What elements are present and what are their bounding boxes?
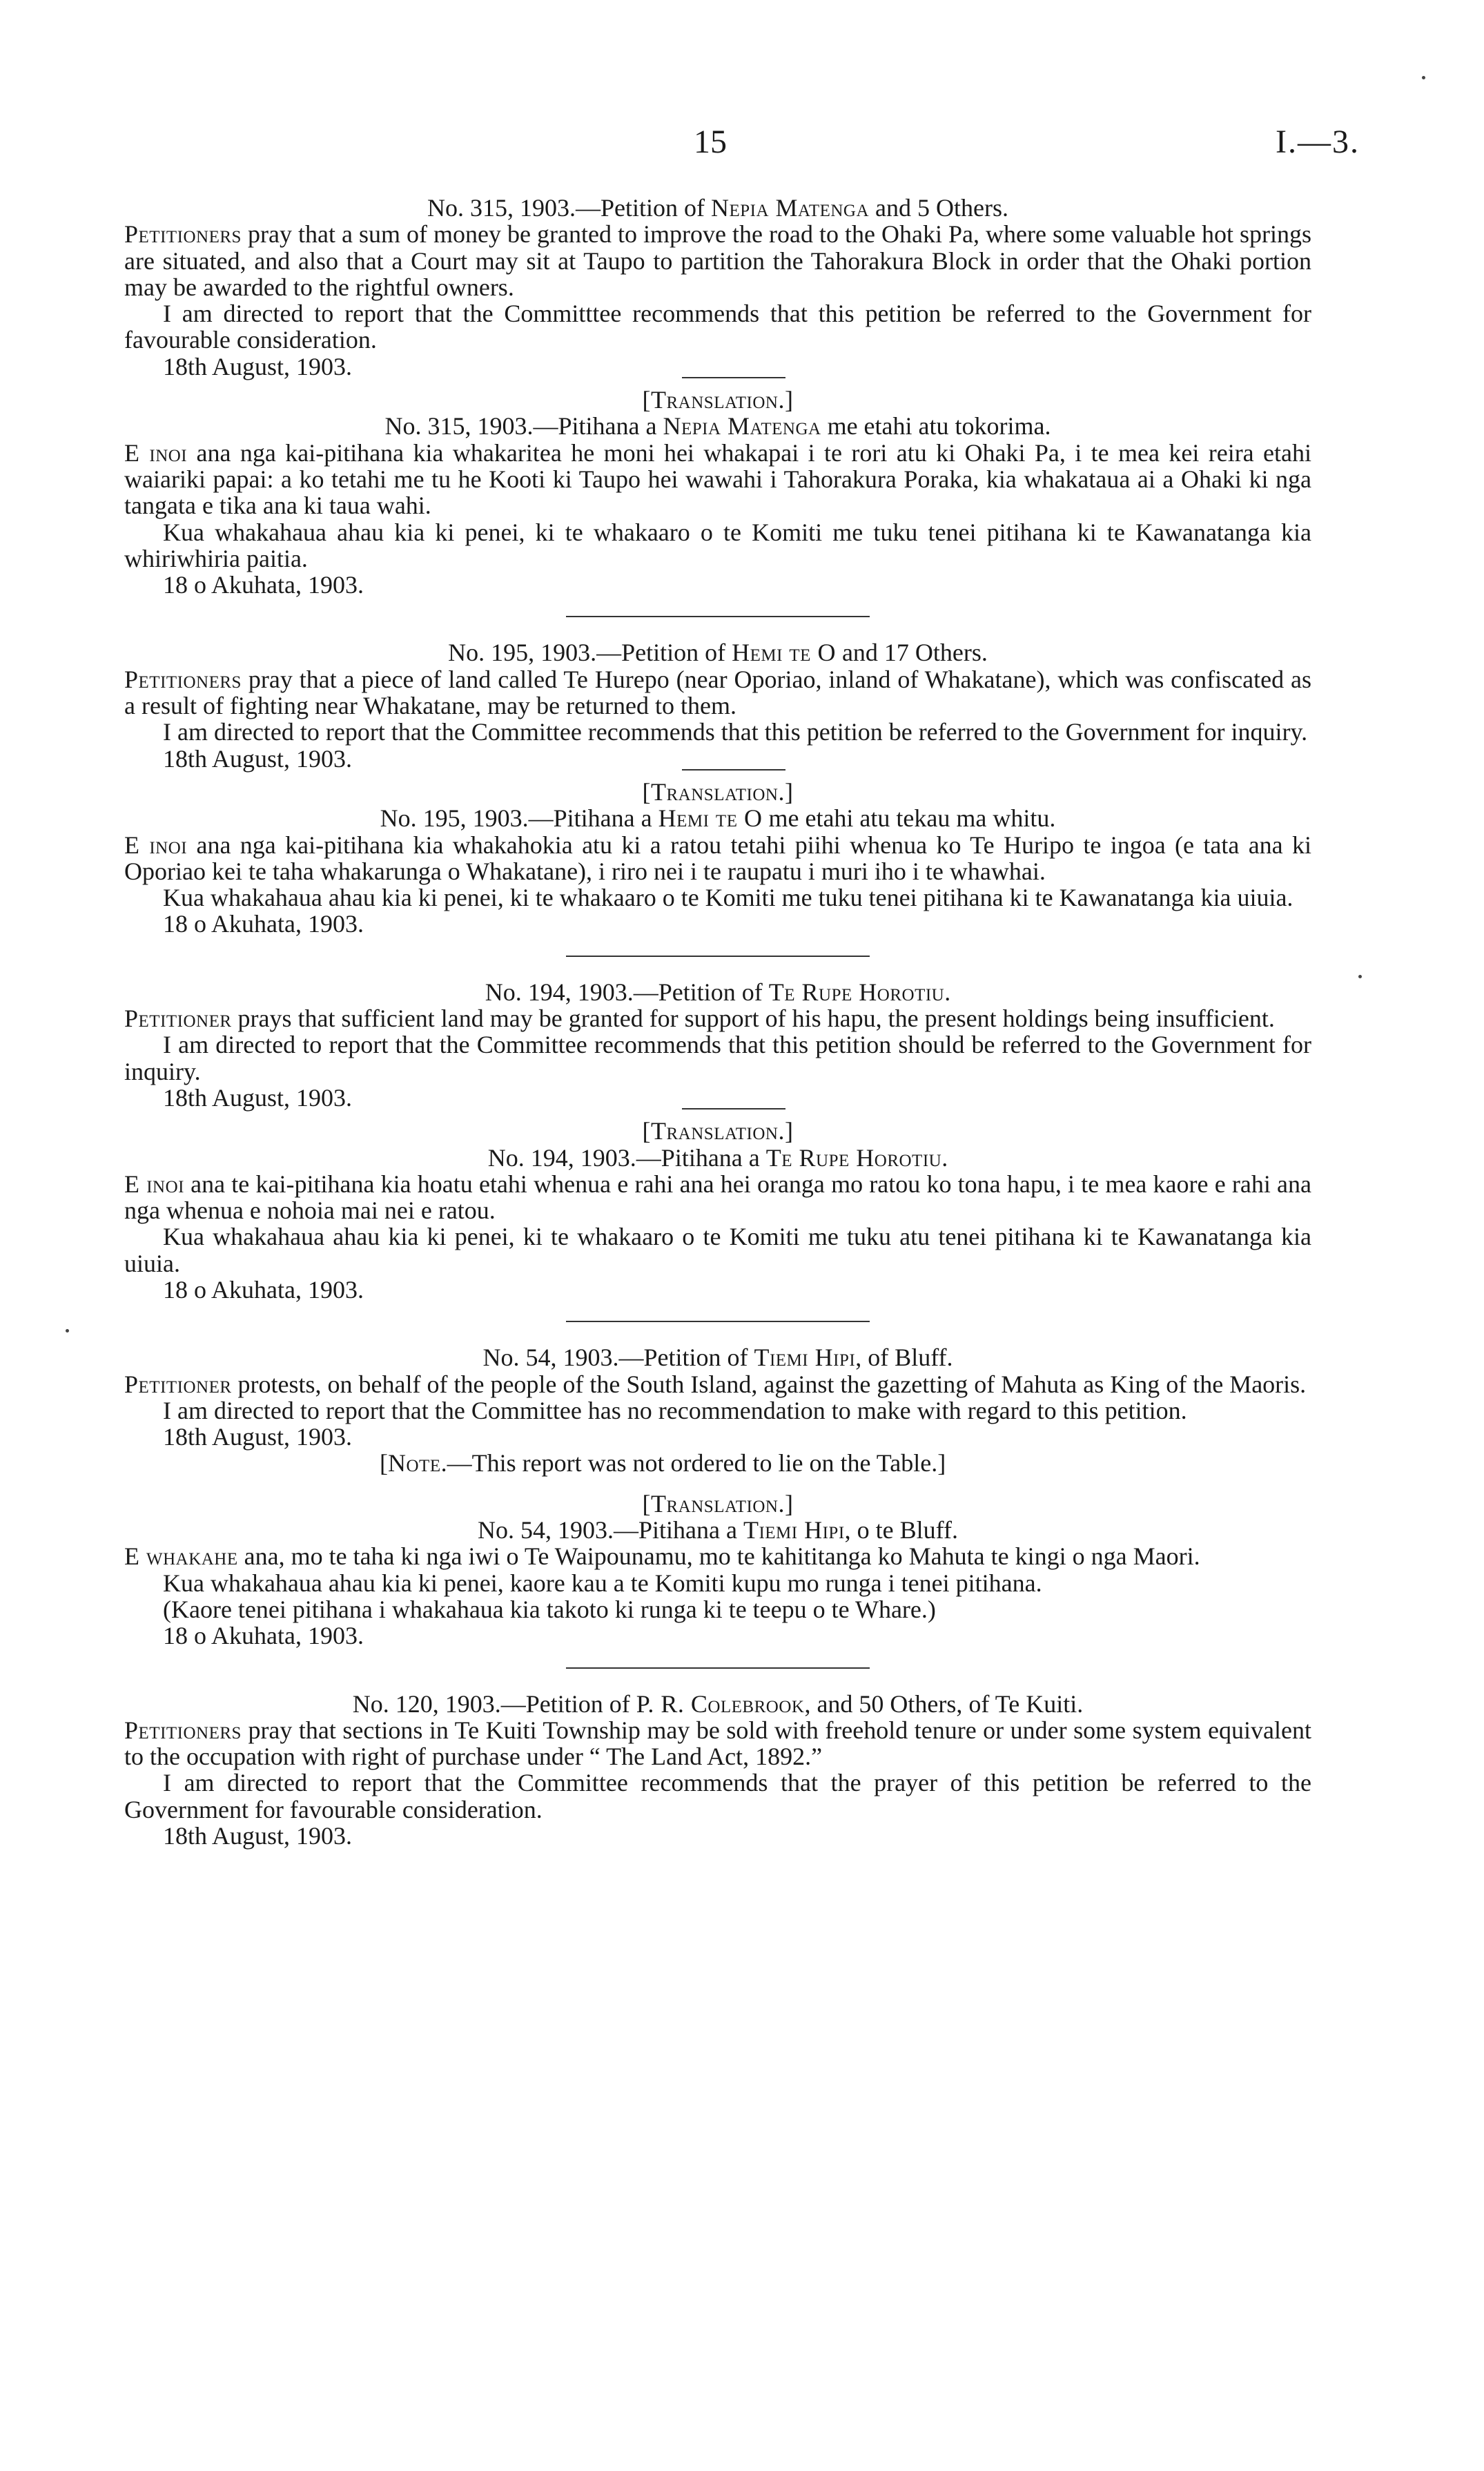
scan-speck — [1422, 76, 1425, 79]
translation-body: E inoi ana nga kai-pitihana kia whakahokia atu ki a ratou tetahi piihi whenua ko Te Huripo te ingoa (e tata ana ki Oporiao kei te taha whakarunga o Whakatane), i riro nei i te raupatu i muri iho i te whawhai. — [124, 831, 1312, 885]
petitioner-name: Nepia Matenga — [710, 194, 870, 222]
section-divider — [566, 1321, 870, 1322]
short-rule — [682, 1108, 785, 1109]
committee-report: I am directed to report that the Committee recommends that this petition should be referred to the Government for inquiry. — [124, 1031, 1311, 1085]
petitioner-name: Te Rupe Horotiu — [768, 978, 945, 1006]
committee-report: I am directed to report that the Committee recommends that this petition be referred to the Government for inquiry. — [163, 718, 1308, 746]
committee-report: I am directed to report that the Committtee recommends that this petition be referred to the Government for favourable consideration. — [124, 300, 1311, 354]
translation-label: [Translation.] — [642, 777, 794, 806]
section-divider — [566, 956, 870, 957]
translation-body: E inoi ana te kai-pitihana kia hoatu etahi whenua e rahi ana hei oranga mo ratou ko tona hapu, i te mea kaore e rahi ana nga whenua e nohoia mai nei e ratou. — [124, 1170, 1312, 1225]
translation-body: E inoi ana nga kai-pitihana kia whakaritea he moni hei whakapai i te rori atu ki Ohaki Pa, i te mea kei reira etahi waiariki papai: a ko tetahi me tu he Kooti ki Taupo hei wawahi i Tahorakura Poraka, kia whakataua ai a Ohaki ki nga tangata e tika ana ki taua wahi. — [124, 438, 1312, 520]
translation-report: Kua whakahaua ahau kia ki penei, ki te whakaaro o te Komiti me tuku tenei pitihana ki te Kawanatanga kia whiriwhiria paitia. — [124, 518, 1311, 572]
translation-date: 18 o Akuhata, 1903. — [163, 1275, 364, 1304]
petition-body: Petitioners pray that sections in Te Kuiti Township may be sold with freehold tenure or under some system equivalent to the occupation with right of purchase under “ The Land Act, 1892.” — [124, 1716, 1311, 1771]
petitioner-name: Hemi te O — [732, 639, 836, 667]
translation-report: Kua whakahaua ahau kia ki penei, ki te whakaaro o te Komiti me tuku atu tenei pitihana ki te Kawanatanga kia uiuia. — [124, 1223, 1311, 1277]
petition-body: Petitioner prays that sufficient land may be granted for support of his hapu, the present holdings being insufficient. — [124, 1005, 1275, 1033]
committee-report: I am directed to report that the Committee has no recommendation to make with regard to this petition. — [163, 1396, 1187, 1424]
report-date: 18th August, 1903. — [163, 352, 353, 380]
translation-date: 18 o Akuhata, 1903. — [163, 910, 364, 938]
petition-194 — [124, 979, 1311, 1304]
petition-body: Petitioners pray that a piece of land called Te Hurepo (near Oporiao, inland of Whakatane), which was confiscated as a result of fighting near Whakatane, may be returned to them. — [124, 665, 1311, 720]
petition-315 — [124, 195, 1311, 598]
translation-report: Kua whakahaua ahau kia ki penei, ki te whakaaro o te Komiti me tuku tenei pitihana ki te Kawanatanga kia uiuia. — [163, 884, 1293, 912]
report-date: 18th August, 1903. — [163, 1423, 353, 1451]
petition-heading: No. 120, 1903.—Petition of P. R. Colebrook, and 50 Others, of Te Kuiti. — [352, 1689, 1084, 1718]
petitioner-name: P. R. Colebrook — [636, 1689, 805, 1718]
short-rule — [682, 769, 785, 771]
translation-heading: No. 54, 1903.—Pitihana a Tiemi Hipi, o te Bluff. — [478, 1516, 958, 1544]
petition-120 — [124, 1691, 1311, 1850]
report-note: [Note.—This report was not ordered to lie on the Table.] — [380, 1449, 946, 1477]
scan-speck — [66, 1329, 69, 1333]
translation-label: [Translation.] — [642, 386, 794, 414]
translation-date: 18 o Akuhata, 1903. — [163, 571, 364, 599]
translation-note: (Kaore tenei pitihana i whakahaua kia takoto ki runga ki te teepu o te Whare.) — [163, 1595, 936, 1623]
document-reference: I.—3. — [1276, 124, 1360, 160]
petition-heading: No. 194, 1903.—Petition of Te Rupe Horotiu. — [485, 978, 951, 1006]
petition-heading: No. 54, 1903.—Petition of Tiemi Hipi, of Bluff. — [482, 1344, 953, 1372]
translation-heading: No. 195, 1903.—Pitihana a Hemi te O me etahi atu tekau ma whitu. — [380, 804, 1056, 833]
page-number: 15 — [694, 124, 727, 160]
petition-195 — [124, 639, 1311, 937]
report-date: 18th August, 1903. — [163, 1822, 353, 1850]
petition-54 — [124, 1344, 1311, 1649]
translation-label: [Translation.] — [642, 1117, 794, 1145]
short-rule — [682, 377, 785, 378]
translation-body: E whakahe ana, mo te taha ki nga iwi o Te Waipounamu, mo te kahititanga ko Mahuta te kingi o nga Maori. — [124, 1542, 1200, 1571]
petitioner-name: Tiemi Hipi — [754, 1344, 856, 1372]
translation-heading: No. 315, 1903.—Pitihana a Nepia Matenga me etahi atu tokorima. — [384, 412, 1051, 440]
section-divider — [566, 616, 870, 617]
petition-body: Petitioners pray that a sum of money be granted to improve the road to the Ohaki Pa, where some valuable hot springs are situated, and also that a Court may sit at Taupo to partition the Tahorakura Block in order that the Ohaki portion may be awarded to the rightful owners. — [124, 220, 1311, 301]
spacer — [124, 1477, 1311, 1491]
translation-label: [Translation.] — [642, 1489, 794, 1518]
translation-date: 18 o Akuhata, 1903. — [163, 1622, 364, 1650]
translation-report: Kua whakahaua ahau kia ki penei, kaore kau a te Komiti kupu mo runga i tenei pitihana. — [163, 1569, 1042, 1597]
page-content — [124, 195, 1311, 1849]
translation-heading: No. 194, 1903.—Pitihana a Te Rupe Horotiu. — [487, 1143, 948, 1172]
report-date: 18th August, 1903. — [163, 1083, 353, 1112]
committee-report: I am directed to report that the Committee recommends that the prayer of this petition be referred to the Government for favourable consideration. — [124, 1769, 1311, 1823]
scan-speck — [1358, 975, 1362, 978]
petition-body: Petitioner protests, on behalf of the people of the South Island, against the gazetting of Mahuta as King of the Maoris. — [124, 1370, 1307, 1398]
report-date: 18th August, 1903. — [163, 744, 353, 773]
petition-heading: No. 315, 1903.—Petition of Nepia Matenga and 5 Others. — [427, 194, 1009, 222]
section-divider — [566, 1667, 870, 1669]
petition-heading: No. 195, 1903.—Petition of Hemi te O and 17 Others. — [448, 639, 988, 667]
